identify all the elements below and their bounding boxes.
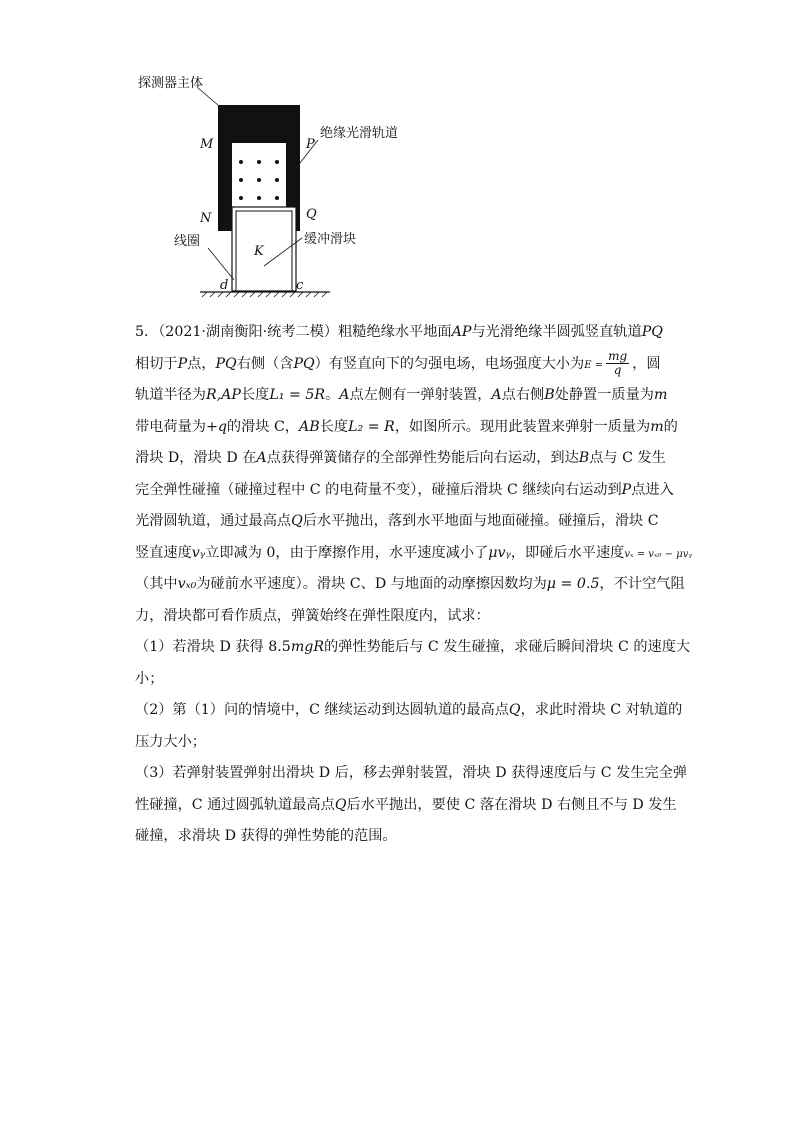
label-slider: 缓冲滑块: [304, 232, 357, 247]
label-main-body: 探测器主体: [138, 76, 204, 91]
problem-line-7: 光滑圆轨道，通过最高点Q后水平抛出，落到水平地面与地面碰撞。碰撞后，滑块 C: [135, 513, 659, 529]
label-P: P: [306, 137, 315, 152]
problem-line-5: 滑块 D，滑块 D 在A点获得弹簧储存的全部弹性势能后向右运动，到达B点与 C 发生: [135, 450, 666, 466]
problem-text: [135, 317, 693, 853]
label-Q: Q: [306, 207, 317, 222]
question-3-cont: 性碰撞，C 通过圆弧轨道最高点Q后水平抛出，要使 C 落在滑块 D 右侧且不与 D 发生: [135, 796, 677, 813]
question-2-cont: 压力大小；: [135, 733, 206, 750]
label-K: K: [254, 244, 264, 259]
problem-line-10: 力，滑块都可看作质点，弹簧始终在弹性限度内，试求：: [135, 607, 490, 624]
label-coil: 线圈: [174, 234, 201, 249]
detector-body-top: [218, 105, 300, 143]
problem-line-1: 5．（2021·湖南衡阳·统考二模）粗糙绝缘水平地面AP与光滑绝缘半圆弧竖直轨道PQ: [135, 324, 663, 340]
question-3-end: 碰撞，求滑块 D 获得的弹性势能的范围。: [135, 828, 397, 844]
problem-line-4: 带电荷量为+q的滑块 C，AB长度L₂ = R，如图所示。现用此装置来弹射一质量为m的: [135, 418, 678, 435]
problem-line-6: 完全弹性碰撞（碰撞过程中 C 的电荷量不变），碰撞后滑块 C 继续向右运动到P点进入: [135, 481, 674, 498]
detector-left-rail: [218, 143, 232, 231]
question-3: （3）若弹射装置弹射出滑块 D 后，移去弹射装置，滑块 D 获得速度后与 C 发生完全弹: [135, 765, 688, 781]
label-d: d: [220, 278, 229, 293]
question-1: （1）若滑块 D 获得 8.5mgR的弹性势能后与 C 发生碰撞，求碰后瞬间滑块 C 的速度大: [135, 639, 691, 655]
question-2: （2）第（1）问的情境中，C 继续运动到达圆轨道的最高点Q，求此时滑块 C 对轨道的: [135, 702, 683, 718]
field-strength-formula: E =: [584, 359, 604, 371]
detector-diagram: [130, 68, 430, 303]
problem-line-2: 相切于P点，PQ右侧（含PQ）有竖直向下的匀强电场，电场强度大小为E = $\frac{mg}{q}$ ，圆: [135, 349, 661, 377]
label-c: c: [296, 278, 304, 293]
problem-line-3: 轨道半径为R,AP长度L₁ = 5R。A点左侧有一弹射装置，A点右侧B处静置一质量为m: [135, 387, 668, 403]
label-N: N: [200, 211, 212, 226]
problem-line-9: （其中vₓ₀为碰前水平速度）。滑块 C、D 与地面的动摩擦因数均为μ = 0.5，不计空气阻: [135, 576, 685, 592]
label-M: M: [200, 137, 214, 152]
question-1-cont: 小；: [135, 670, 164, 687]
problem-line-8: 竖直速度vᵧ立即减为 0，由于摩擦作用，水平速度减小了μvᵧ，即碰后水平速度vₓ = vₓ₀ − μvᵧ: [135, 544, 693, 561]
leader-coil: [208, 248, 234, 280]
label-rail: 绝缘光滑轨道: [320, 126, 399, 141]
fraction-mg-over-q: $\frac{mg}{q}$: [608, 349, 628, 377]
